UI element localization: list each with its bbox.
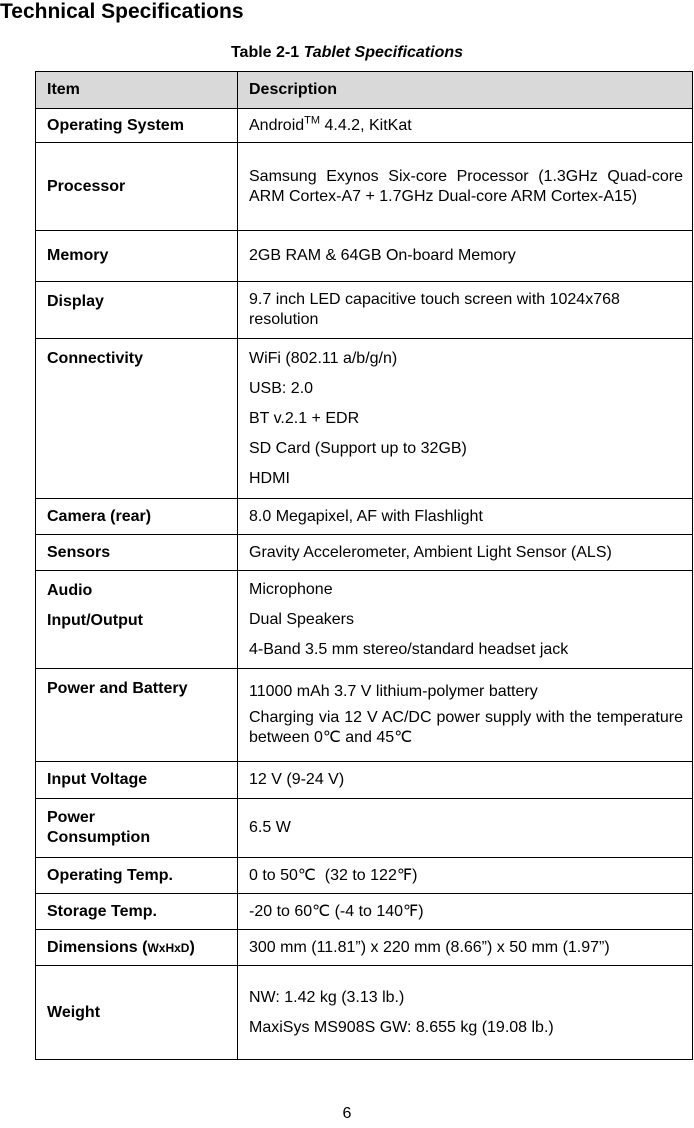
table-row — [36, 143, 693, 231]
desc-line: 6.5 W — [249, 819, 291, 836]
row-desc-audio — [238, 571, 693, 669]
row-item-connectivity: Connectivity — [36, 339, 238, 499]
row-item-power-battery: Power and Battery — [36, 669, 238, 762]
table-caption-name: Tablet Specifications — [303, 44, 464, 61]
row-desc-power-consumption — [238, 799, 693, 858]
desc-line: 4-Band 3.5 mm stereo/standard headset jack — [249, 640, 569, 658]
section-title: Technical Specifications — [0, 0, 244, 23]
row-desc-camera — [238, 499, 693, 535]
desc-line: Dual Speakers — [249, 610, 354, 628]
row-desc-power-battery — [238, 669, 693, 762]
row-item-sensors: Sensors — [36, 535, 238, 571]
item-line: Input/Output — [47, 612, 143, 629]
row-item-memory: Memory — [36, 231, 238, 282]
table-row — [36, 571, 693, 669]
header-item: Item — [36, 72, 238, 109]
dimensions-unit: WxHxD — [147, 940, 190, 955]
desc-line: Samsung Exynos Six-core Processor (1.3GHz Quad-core ARM Cortex-A7 + 1.7GHz Dual-core ARM Cortex-A15) — [249, 167, 683, 205]
table-row — [36, 762, 693, 799]
table-row — [36, 894, 693, 930]
desc-line: 9.7 inch LED capacitive touch screen with 1024x768 resolution — [249, 291, 620, 328]
page-number: 6 — [342, 1105, 352, 1122]
dimensions-label-end: ) — [189, 938, 195, 956]
desc-line: HDMI — [249, 469, 290, 487]
table-row — [36, 930, 693, 966]
row-desc-processor — [238, 143, 693, 231]
desc-line: Microphone — [249, 580, 333, 598]
row-item-storage-temp: Storage Temp. — [36, 894, 238, 930]
row-desc-input-voltage — [238, 762, 693, 799]
table-row — [36, 966, 693, 1060]
row-desc-weight — [238, 966, 693, 1060]
table-caption-number: Table 2-1 — [230, 44, 300, 61]
row-item-camera: Camera (rear) — [36, 499, 238, 535]
desc-line: BT v.2.1 + EDR — [249, 409, 360, 427]
desc-line: 11000 mAh 3.7 V lithium-polymer battery — [249, 683, 538, 700]
row-desc-sensors — [238, 535, 693, 571]
desc-line: WiFi (802.11 a/b/g/n) — [249, 349, 398, 367]
os-version: 4.4.2, KitKat — [320, 116, 412, 134]
row-desc-operating-temp — [238, 858, 693, 894]
desc-line: SD Card (Support up to 32GB) — [249, 439, 467, 457]
row-desc-memory — [238, 231, 693, 282]
row-item-dimensions — [36, 930, 238, 966]
table-row — [36, 499, 693, 535]
table-row — [36, 231, 693, 282]
row-desc-connectivity — [238, 339, 693, 499]
desc-line: 300 mm (11.81”) x 220 mm (8.66”) x 50 mm (1.97”) — [249, 938, 610, 956]
table-row — [36, 799, 693, 858]
specifications-table — [35, 71, 693, 1060]
table-row — [36, 109, 693, 143]
table-row — [36, 858, 693, 894]
desc-line: 2GB RAM & 64GB On-board Memory — [249, 247, 516, 264]
row-desc-operating-system — [238, 109, 693, 143]
table-row — [36, 535, 693, 571]
desc-line: 0 to 50℃ (32 to 122℉) — [249, 866, 418, 884]
desc-line: 12 V (9-24 V) — [249, 771, 345, 788]
table-row — [36, 669, 693, 762]
dimensions-label: Dimensions ( — [47, 938, 148, 956]
item-line: Audio — [47, 582, 93, 599]
header-description: Description — [238, 72, 693, 109]
row-item-weight: Weight — [36, 966, 238, 1060]
desc-line: Charging via 12 V AC/DC power supply with the temperature between 0℃ and 45℃ — [249, 709, 683, 746]
row-desc-display — [238, 282, 693, 339]
table-row — [36, 339, 693, 499]
desc-line: MaxiSys MS908S GW: 8.655 kg (19.08 lb.) — [249, 1018, 554, 1036]
os-name: Android — [249, 116, 305, 134]
desc-line: Gravity Accelerometer, Ambient Light Sensor (ALS) — [249, 543, 612, 561]
row-desc-storage-temp — [238, 894, 693, 930]
desc-line: 8.0 Megapixel, AF with Flashlight — [249, 507, 483, 525]
desc-line: NW: 1.42 kg (3.13 lb.) — [249, 988, 405, 1006]
row-item-power-consumption: Power Consumption — [36, 799, 238, 858]
table-caption — [0, 43, 694, 63]
row-item-input-voltage: Input Voltage — [36, 762, 238, 799]
row-item-operating-temp: Operating Temp. — [36, 858, 238, 894]
row-item-operating-system: Operating System — [36, 109, 238, 143]
table-header-row — [36, 72, 693, 109]
row-item-display: Display — [36, 282, 238, 339]
table-row — [36, 282, 693, 339]
row-item-processor: Processor — [36, 143, 238, 231]
desc-line: USB: 2.0 — [249, 379, 314, 397]
row-desc-dimensions — [238, 930, 693, 966]
row-item-audio — [36, 571, 238, 669]
desc-line: -20 to 60℃ (-4 to 140℉) — [249, 902, 424, 920]
os-trademark: TM — [304, 114, 321, 127]
